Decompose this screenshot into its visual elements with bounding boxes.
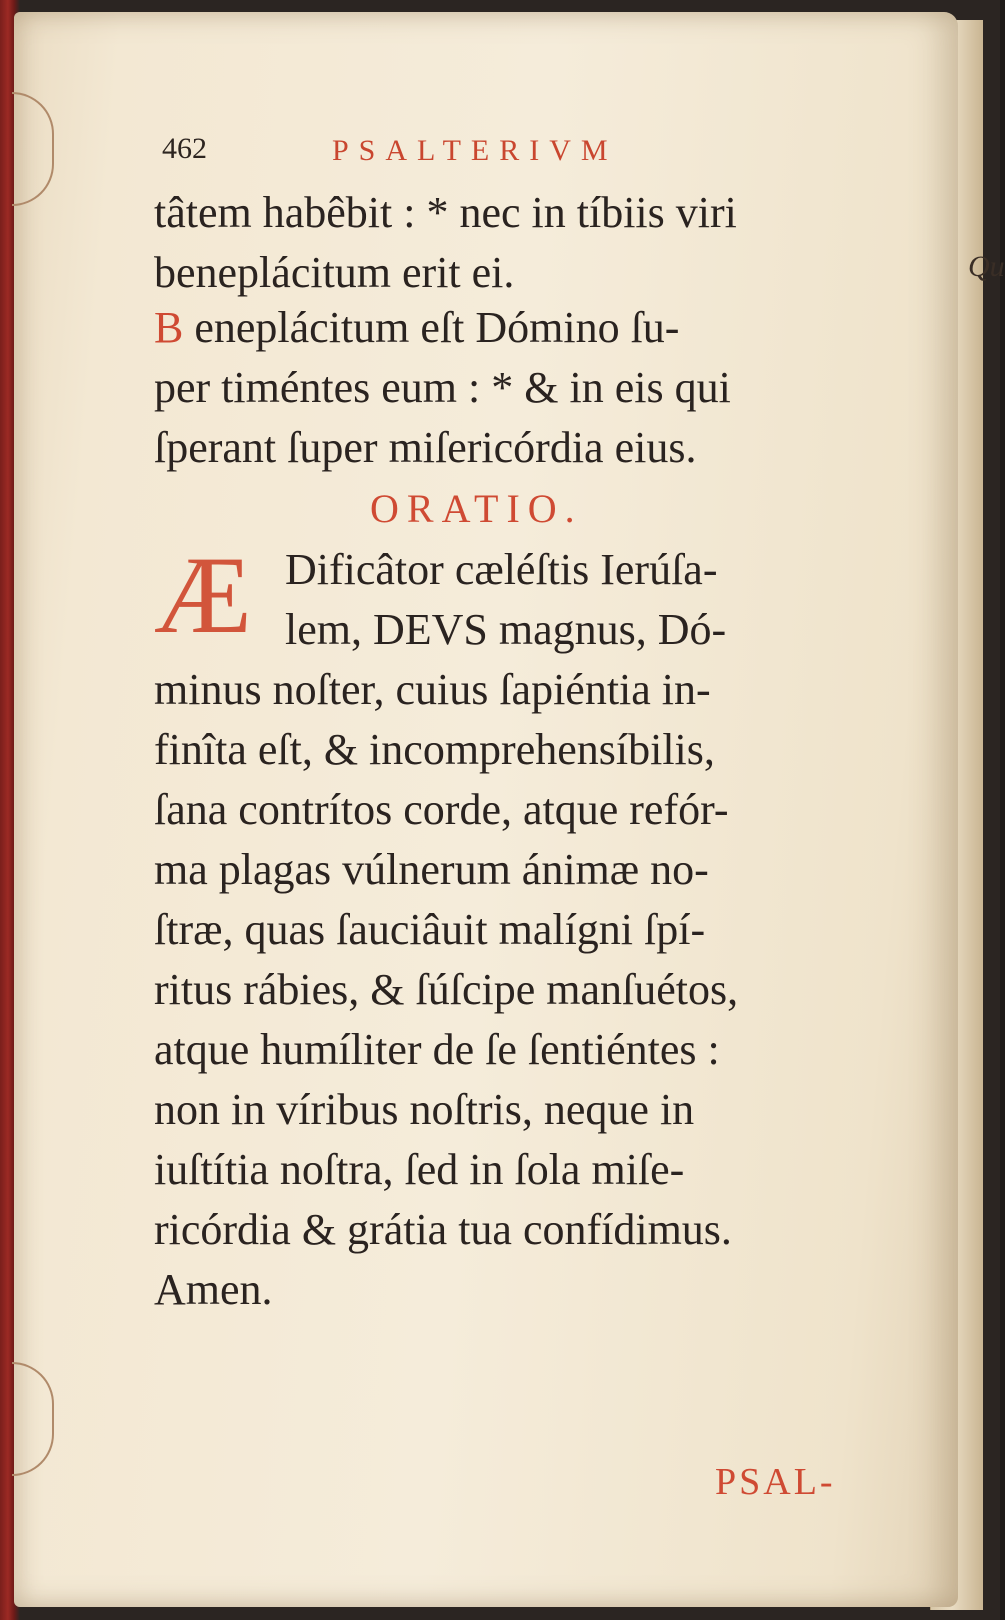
- text-line: minus noſter, cuius ſapiéntia in-: [154, 665, 711, 714]
- text-line: ſperant ſuper miſericórdia eius.: [154, 423, 697, 472]
- running-title: PSALTERIVM: [332, 134, 618, 167]
- text-line: ma plagas vúlnerum ánimæ no-: [154, 845, 709, 894]
- next-page-fragment: Qu: [968, 250, 1005, 283]
- text-line: beneplácitum erit ei.: [154, 248, 515, 297]
- page-number: 462: [162, 132, 207, 165]
- text-line: finîta eſt, & incomprehensíbilis,: [154, 725, 715, 774]
- oratio-indented: [285, 540, 855, 660]
- text-line: ſtræ, quas ſauciâuit malígni ſpí-: [154, 905, 706, 954]
- text-line: ricórdia & grátia tua confídimus.: [154, 1205, 732, 1254]
- oratio-heading: ORATIO.: [370, 486, 583, 531]
- catchword: PSAL-: [715, 1461, 836, 1503]
- text-line: Amen.: [154, 1265, 273, 1314]
- psalm-ending: [154, 183, 854, 303]
- text-line: eneplácitum eſt Dómino ſu-: [194, 303, 680, 352]
- page-header: [162, 132, 722, 182]
- text-line: atque humíliter de ſe ſentiéntes :: [154, 1025, 720, 1074]
- text-line: ritus rábies, & ſúſcipe manſuétos,: [154, 965, 739, 1014]
- text-line: per timéntes eum : * & in eis qui: [154, 363, 731, 412]
- verse-initial: B: [154, 303, 184, 352]
- text-line: non in víribus noſtris, neque in: [154, 1085, 695, 1134]
- text-line: lem, DEVS magnus, Dó-: [285, 605, 727, 654]
- page-tab-top: [12, 92, 54, 206]
- text-line: Dificâtor cæléſtis Ierúſa-: [285, 545, 718, 594]
- text-line: ſana contrítos corde, atque refór-: [154, 785, 729, 834]
- page-tab-bottom: [12, 1362, 54, 1476]
- verse-block: [154, 298, 854, 478]
- text-line: tâtem habêbit : * nec in tíbiis viri: [154, 188, 737, 237]
- drop-cap-initial: Æ: [154, 534, 252, 656]
- verse-first-line: [154, 298, 854, 358]
- oratio-body: [154, 660, 854, 1320]
- text-line: iuſtítia noſtra, ſed in ſola miſe-: [154, 1145, 685, 1194]
